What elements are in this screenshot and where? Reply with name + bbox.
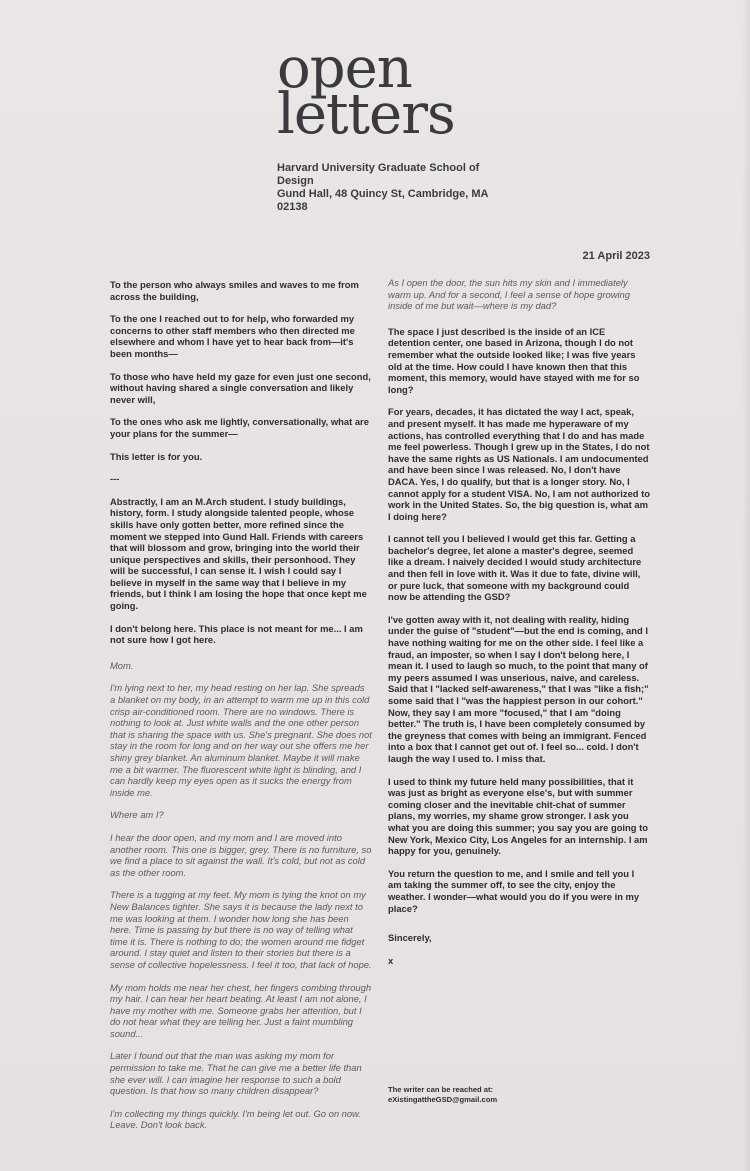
left-column-paragraph: There is a tugging at my feet. My mom is tying the knot on my New Balances tighter. She says it is because the lady next to me was looking at them. I wonder how long she has been here. Time is passing by but there is no way of telling what time it is. There is nothing to do; the women around me fidget around. I stay quiet and listen to their stories but there is a sense of collective hopelessness. I feel it too, that lack of hope. xyxy=(110,889,372,970)
right-column-paragraph: As I open the door, the sun hits my skin and I immediately warm up. And for a second, I feel a sense of hope growing inside of me but wait—where is my dad? xyxy=(388,277,630,312)
page-edge-shadow xyxy=(742,0,750,1171)
letter-date: 21 April 2023 xyxy=(582,250,650,262)
left-column-paragraph: I hear the door open, and my mom and I are moved into another room. This one is bigger, grey. There is no furniture, so we find a place to sit against the wall. It's cold, but not as cold as the other room. xyxy=(110,831,372,878)
left-column-paragraph: This letter is for you. xyxy=(110,450,203,462)
masthead-title-line1: open xyxy=(277,36,412,101)
left-column-paragraph: To those who have held my gaze for even just one second, without having shared a single conversation and likely never will, xyxy=(110,370,371,405)
masthead-title-line2: letters xyxy=(277,82,455,147)
left-column-paragraph: Where am I? xyxy=(110,809,164,821)
left-column-paragraph: I'm collecting my things quickly. I'm being let out. Go on now. Leave. Don't look back. xyxy=(110,1107,361,1131)
right-column-paragraph: I cannot tell you I believed I would get this far. Getting a bachelor's degree, let alone a master's degree, seemed like a dream. I naively decided I would study architecture and then fell in love with it. Was it due to fate, divine will, or pure luck, that someone with my background could now be attending the GSD? xyxy=(388,533,642,603)
right-column-paragraph: x xyxy=(388,954,394,966)
right-column-paragraph: I've gotten away with it, not dealing with reality, hiding under the guise of "student"—but the end is coming, and I have nothing waiting for me on the other side. I feel like a fraud, an imposter, so when I say I don't belong here, I mean it. I used to laugh so much, to the point that many of my peers assumed I was unserious, naive, and careless. Said that I "lacked self-awareness," that I was "like a fish;" some said that I "was the happiest person in our cohort." Now, they say I am more "focused," that I am "doing better." The truth is, I have been completely consumed by the greyness that comes with being an immigrant. Fenced into a box that I cannot get out of. I feel so... cold. I don't laugh the way I used to. I miss that. xyxy=(388,613,649,764)
left-column-paragraph: Mom. xyxy=(110,659,134,671)
left-column-paragraph: Abstractly, I am an M.Arch student. I study buildings, history, form. I study alongside talented people, whose skills have only gotten better, more refined since the moment we stepped into Gund Hall. Friends with careers that will blossom and grow, bringing into the world their unique perspectives and skills, their personhood. They will be successful, I can sense it. I wish I could say I believe in myself in the same way that I believe in my friends, but I think I am losing the hope that once kept me going. xyxy=(110,495,367,612)
address-line1: Harvard University Graduate School of Design xyxy=(277,162,480,187)
left-column-paragraph: To the one I reached out to for help, who forwarded my concerns to other staff members who then directed me elsewhere and whom I have yet to hear back from—it's been months— xyxy=(110,313,355,359)
contact-info xyxy=(388,1085,497,1105)
right-column-paragraph: For years, decades, it has dictated the way I act, speak, and present myself. It has made me hyperaware of my actions, has controlled everything that I do and has made me feel powerless. Though I grew up in the States, I do not have the same rights as US Nationals. I am undocumented and have been since I was released. No, I don't have DACA. Yes, I do qualify, but that is a longer story. No, I cannot apply for a student VISA. No, I am not authorized to work in the United States. So, the big question is, what am I doing here? xyxy=(388,406,650,522)
contact-line1: The writer can be reached at: xyxy=(388,1085,494,1094)
right-column-paragraph: The space I just described is the inside of an ICE detention center, one based in Arizona, though I do not remember what the outside looked like; I was five years old at the time. How could I have known then that this moment, this memory, would have stayed with me for so long? xyxy=(388,325,640,395)
right-column-paragraph: I used to think my future held many possibilities, that it was just as bright as everyone else's, but with summer coming closer and the inevitable chit-chat of summer plans, my worries, my shame grow stronger. I ask you what you are doing this summer; you say you are going to New York, Mexico City, Los Angeles for an internship. I am happy for you, genuinely. xyxy=(388,775,648,857)
masthead xyxy=(277,36,507,214)
masthead-address xyxy=(277,162,507,214)
left-column-paragraph: I'm lying next to her, my head resting on her lap. She spreads a blanket on my body, in an attempt to warm me up in this cold crisp air-conditioned room. There are no windows. There is nothing to look at. Just white walls and the one other person that is sharing the space with us. She's pregnant. She does not stay in the room for long and on her way out she offers me her shiny grey blanket. An aluminum blanket. Maybe it will make me a bit warmer. The fluorescent white light is blinding, and I can hardly keep my eyes open as it sucks the energy from inside me. xyxy=(110,682,372,798)
right-column-paragraph: Sincerely, xyxy=(388,932,432,944)
left-column-paragraph: My mom holds me near her chest, her fingers combing through my hair. I can hear her heart beating. At least I am not alone, I have my mother with me. Someone grabs her attention, but I do not hear what they are telling her. Just a faint mumbling sound... xyxy=(110,981,372,1039)
left-column-paragraph: I don't belong here. This place is not meant for me... I am not sure how I got here. xyxy=(110,622,363,646)
right-column xyxy=(388,277,650,977)
address-line2: Gund Hall, 48 Quincy St, Cambridge, MA 02138 xyxy=(277,188,489,213)
left-column xyxy=(110,279,372,1142)
left-column-paragraph: To the person who always smiles and waves to me from across the building, xyxy=(110,279,359,302)
left-column-paragraph: To the ones who ask me lightly, conversationally, what are your plans for the summer— xyxy=(110,416,369,439)
left-column-paragraph: Later I found out that the man was asking my mom for permission to take me. That he can give me a better life than she ever will. I can imagine her response to such a bold question. Is that how so many children disappear? xyxy=(110,1050,362,1097)
contact-email: eXistingattheGSD@gmail.com xyxy=(388,1095,498,1104)
left-column-paragraph: --- xyxy=(110,473,120,485)
right-column-paragraph: You return the question to me, and I smile and tell you I am taking the summer off, to see the city, enjoy the weather. I wonder—what would you do if you were in my place? xyxy=(388,867,640,914)
